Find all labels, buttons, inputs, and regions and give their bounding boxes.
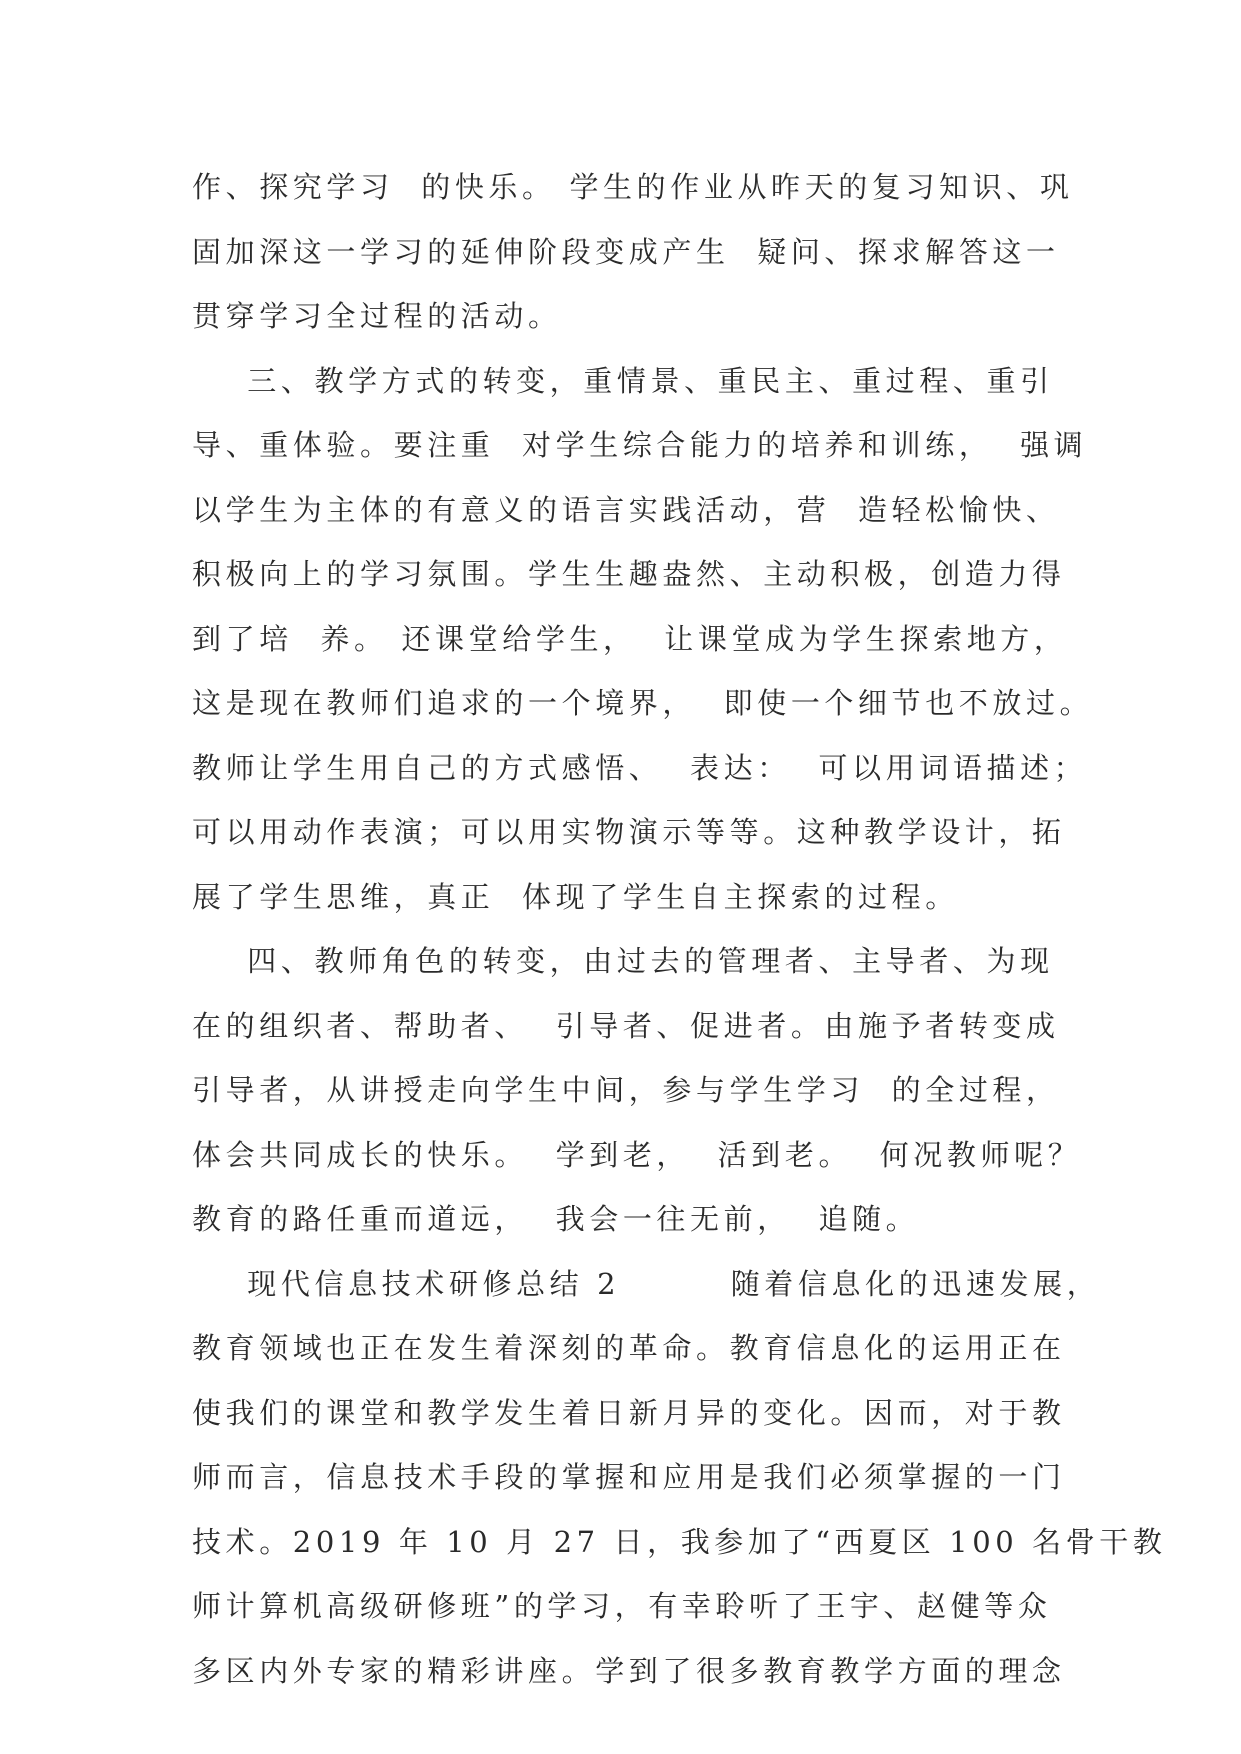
text-line: 三、教学方式的转变，重情景、重民主、重过程、重引 xyxy=(192,363,1054,398)
text-line: 到了培 养。 还课堂给学生， 让课堂成为学生探索地方， xyxy=(192,621,1068,656)
text-line: 四、教师角色的转变，由过去的管理者、主导者、为现 xyxy=(192,944,1054,978)
text-line: 导、重体验。要注重 对学生综合能力的培养和训练， 强调 xyxy=(192,428,1088,462)
text-line: 教育领域也正在发生着深刻的革命。教育信息化的运用正在 xyxy=(192,1331,1066,1365)
text-line: 展了学生思维，真正 体现了学生自主探索的过程。 xyxy=(192,879,959,914)
text-line: 可以用动作表演；可以用实物演示等等。这种教学设计，拓 xyxy=(192,815,1066,849)
text-line: 使我们的课堂和教学发生着日新月异的变化。因而，对于教 xyxy=(192,1395,1066,1430)
text-line: 师而言，信息技术手段的掌握和应用是我们必须掌握的一门 xyxy=(192,1460,1066,1494)
text-line: 固加深这一学习的延伸阶段变成产生 疑问、探求解答这一 xyxy=(192,234,1060,269)
section-heading-line: 现代信息技术研修总结 2 随着信息化的迅速发展， xyxy=(192,1266,1101,1301)
text-line: 多区内外专家的精彩讲座。学到了很多教育教学方面的理念 xyxy=(192,1653,1066,1688)
text-line: 教师让学生用自己的方式感悟、 表达： 可以用词语描述； xyxy=(192,750,1088,785)
text-line: 引导者，从讲授走向学生中间，参与学生学习 的全过程， xyxy=(192,1073,1060,1107)
text-line: 技术。2019 年 10 月 27 日，我参加了“西夏区 100 名骨干教 xyxy=(192,1524,1167,1559)
text-line: 教育的路任重而道远， 我会一往无前， 追随。 xyxy=(192,1202,920,1236)
body-text xyxy=(192,155,1167,1703)
text-line: 贯穿学习全过程的活动。 xyxy=(192,299,562,333)
text-line: 在的组织者、帮助者、 引导者、促进者。由施予者转变成 xyxy=(192,1008,1060,1043)
text-line: 体会共同成长的快乐。 学到老， 活到老。 何况教师呢？ xyxy=(192,1137,1082,1172)
text-line: 师计算机高级研修班”的学习，有幸聆听了王宇、赵健等众 xyxy=(192,1589,1052,1623)
text-line: 作、探究学习 的快乐。 学生的作业从昨天的复习知识、巩 xyxy=(192,170,1074,204)
text-line: 积极向上的学习氛围。学生生趣盎然、主动积极，创造力得 xyxy=(192,557,1066,591)
text-line: 这是现在教师们追求的一个境界， 即使一个细节也不放过。 xyxy=(192,686,1094,720)
text-line: 以学生为主体的有意义的语言实践活动，营 造轻松愉快、 xyxy=(192,492,1060,527)
